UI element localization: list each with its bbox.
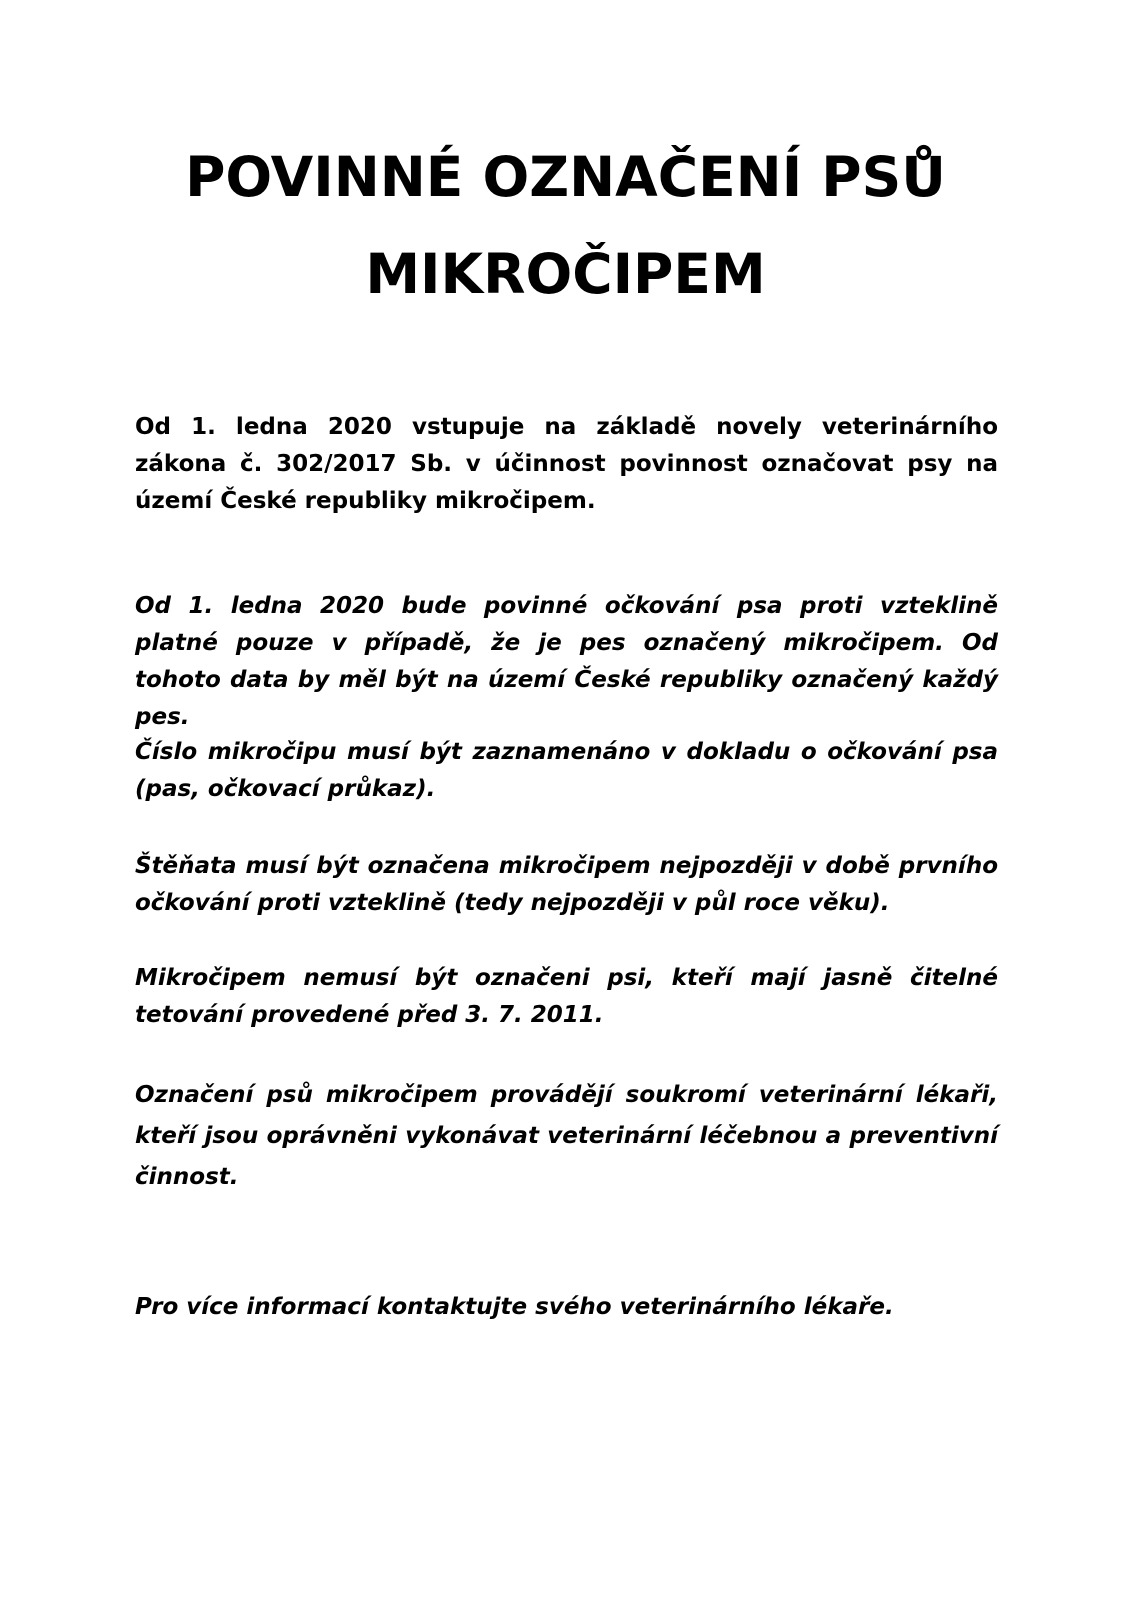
title-line-2: MIKROČIPEM — [365, 242, 766, 306]
paragraph-veterinarians: Označení psů mikročipem provádějí soukromí veterinární lékaři, kteří jsou oprávněni vykonávat veterinární léčebnou a preventivní činnost. — [135, 1082, 998, 1190]
paragraph-puppies: Štěňata musí být označena mikročipem nejpozději v době prvního očkování proti vzteklině (tedy nejpozději v půl roce věku). — [135, 853, 998, 916]
paragraph-rabies-vaccination: Od 1. ledna 2020 bude povinné očkování psa proti vzteklině platné pouze v případě, že je pes označený mikročipem. Od tohoto data by měl být na území České republiky označený každý pes. — [135, 593, 998, 730]
paragraph-contact: Pro více informací kontaktujte svého veterinárního lékaře. — [135, 1294, 894, 1320]
paragraph-chip-number: Číslo mikročipu musí být zaznamenáno v dokladu o očkování psa (pas, očkovací průkaz). — [135, 739, 998, 802]
title-line-1: POVINNÉ OZNAČENÍ PSŮ — [185, 145, 946, 209]
paragraph-tattoo-exception: Mikročipem nemusí být označeni psi, kteří mají jasně čitelné tetování provedené před 3. 7. 2011. — [135, 965, 998, 1028]
paragraph-law-intro: Od 1. ledna 2020 vstupuje na základě novely veterinárního zákona č. 302/2017 Sb. v účinnost povinnost označovat psy na území České republiky mikročipem. — [135, 414, 998, 514]
